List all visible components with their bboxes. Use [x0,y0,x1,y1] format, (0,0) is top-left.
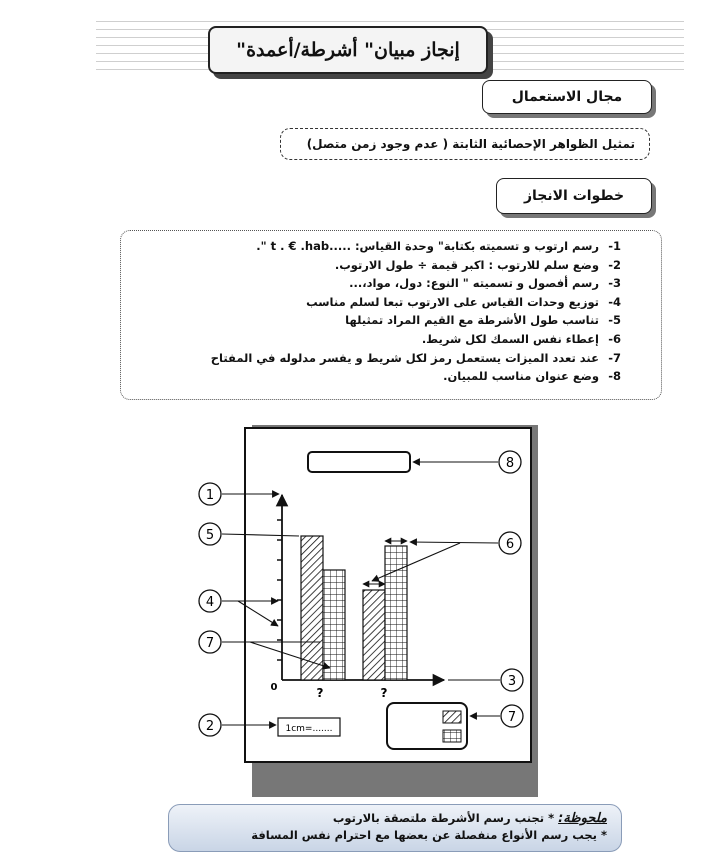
callout-5 [199,523,221,545]
callout-number: 6 [505,537,515,552]
callout-7-bars [199,631,221,653]
chart-title-placeholder [308,452,410,472]
callout-6 [499,532,521,554]
bar-group1-grid [323,570,345,680]
callout-number: 8 [505,456,515,471]
usage-heading: مجال الاستعمال [482,80,652,114]
callout-7-legend [501,705,523,727]
note-line-1: * تجنب رسم الأشرطة ملتصقة بالارتوب [332,811,555,825]
callout-number: 4 [205,595,215,610]
steps-box [120,230,662,400]
category-label: ? [380,686,388,700]
callout-3 [501,669,523,691]
step-item [131,349,621,368]
step-text: رسم ارتوب و تسميته بكتابة" وحدة القياس: .....t . € .hab ". [256,239,599,253]
bar-group2-hatched [363,590,385,680]
step-text: توزيع وحدات القياس على الارتوب تبعا لسلم مناسب [306,294,599,309]
callout-number: 5 [205,528,215,543]
callout-number: 2 [205,719,215,734]
callout-4 [199,590,221,612]
legend-grid-swatch [443,730,461,742]
step-number: 2- [608,257,621,272]
bar-group2-grid [385,546,407,680]
step-number: 1- [608,239,621,253]
step-text: إعطاء نفس السمك لكل شريط. [421,331,599,346]
note-line-2: * يجب رسم الأنواع منفصلة عن بعضها مع احترام نفس المسافة [251,828,607,842]
callout-number: 7 [205,636,215,651]
step-item [131,237,621,256]
step-item [131,274,621,293]
bar-chart-diagram [0,415,720,815]
step-item [131,367,621,386]
step-item [131,293,621,312]
step-item [131,256,621,275]
step-number: 4- [608,294,621,309]
callout-1 [199,483,221,505]
origin-label: 0 [270,682,278,693]
callout-number: 7 [507,710,517,725]
usage-text: تمثيل الظواهر الإحصائية الثابتة ( عدم وجود زمن متصل) [306,137,635,151]
step-number: 6- [608,331,621,346]
step-text: عند تعدد الميزات يستعمل رمز لكل شريط و يفسر مدلوله في المفتاح [210,350,599,365]
note-box [168,804,622,852]
step-text: وضع عنوان مناسب للمبيان. [443,369,599,384]
step-number: 7- [608,350,621,365]
scale-text: 1cm=....... [285,724,333,734]
callout-number: 1 [205,488,215,503]
bar-group1-hatched [301,536,323,680]
note-heading: ملحوظة: [558,811,607,826]
callout-8 [499,451,521,473]
step-number: 5- [608,313,621,328]
step-item [131,311,621,330]
steps-list [131,237,621,386]
step-text: وضع سلم للارتوب : اكبر قيمة ÷ طول الارتوب. [334,257,599,272]
callout-2 [199,714,221,736]
category-label: ? [316,686,324,700]
step-number: 3- [608,276,621,291]
step-number: 8- [608,369,621,384]
usage-text-box [280,128,650,160]
callout-number: 3 [507,674,517,689]
steps-heading: خطوات الانجاز [496,178,652,214]
legend-hatched-swatch [443,711,461,723]
step-item [131,330,621,349]
step-text: رسم أفصول و تسميته " النوع: دول، مواد،... [349,276,599,291]
step-text: تناسب طول الأشرطة مع القيم المراد تمثيلها [345,313,599,328]
page-title: إنجاز مبيان" أشرطة/أعمدة" [208,26,488,74]
